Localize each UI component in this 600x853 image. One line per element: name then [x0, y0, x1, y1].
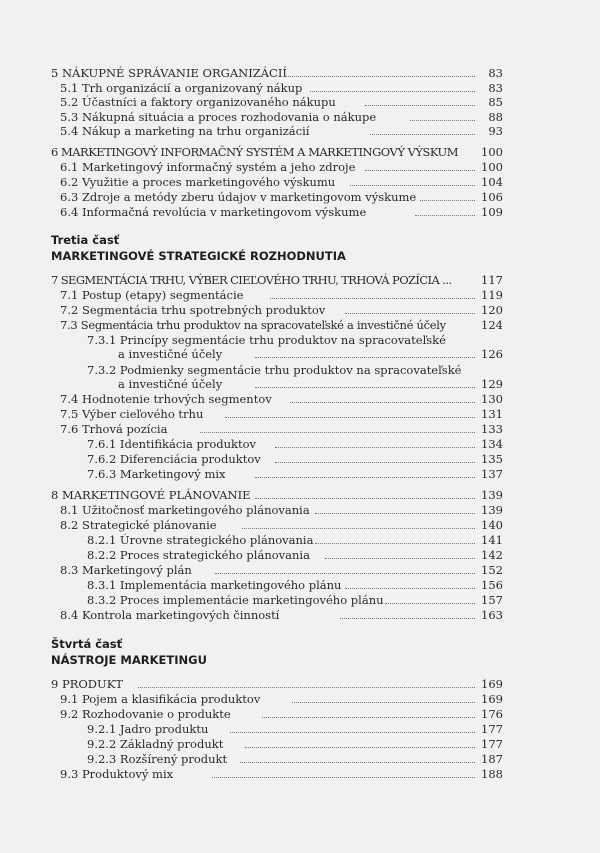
toc-entry-ch9-1[interactable] [0, 691, 600, 707]
leader-dots [345, 588, 475, 589]
toc-entry-page: 109 [481, 205, 503, 219]
leader-dots [325, 558, 475, 559]
leader-dots [230, 732, 475, 733]
toc-entry-ch7-3-1-cont[interactable] [0, 346, 600, 362]
leader-dots [370, 134, 475, 135]
toc-entry-title: 7.6.1 Identifikácia produktov [87, 437, 257, 451]
toc-entry-title: 9.2.1 Jadro produktu [87, 722, 209, 736]
leader-dots [255, 477, 475, 478]
leader-dots [200, 432, 475, 433]
toc-entry-page: 177 [481, 737, 503, 751]
toc-entry-page: 129 [481, 377, 503, 391]
toc-entry-page: 157 [481, 593, 503, 607]
leader-dots [315, 513, 475, 514]
toc-entry-page: 133 [481, 422, 503, 436]
toc-entry-ch5-2[interactable] [0, 94, 600, 110]
toc-entry-title: 7.3 Segmentácia trhu produktov na spracovateľské a investičné účely [60, 318, 446, 332]
leader-dots [270, 298, 475, 299]
toc-entry-ch9-3[interactable] [0, 766, 600, 782]
part-title: MARKETINGOVÉ STRATEGICKÉ ROZHODNUTIA [51, 249, 346, 263]
toc-entry-title: 7.2 Segmentácia trhu spotrebných produktov [60, 303, 326, 317]
leader-dots [410, 120, 475, 121]
toc-entry-title: 6.1 Marketingový informačný systém a jeho zdroje [60, 160, 356, 174]
leader-dots [240, 762, 475, 763]
leader-dots [315, 543, 475, 544]
toc-entry-title: 7.6.2 Diferenciácia produktov [87, 452, 261, 466]
part-title: NÁSTROJE MARKETINGU [51, 653, 207, 667]
toc-entry-ch8-2-1[interactable] [0, 532, 600, 548]
toc-entry-title: 9.2 Rozhodovanie o produkte [60, 707, 231, 721]
toc-entry-ch9-2[interactable] [0, 706, 600, 722]
toc-entry-page: 100 [481, 145, 503, 159]
leader-dots [365, 105, 475, 106]
toc-entry-ch6-2[interactable] [0, 174, 600, 190]
toc-entry-title: 5 NÁKUPNÉ SPRÁVANIE ORGANIZÁCIÍ [51, 66, 287, 80]
toc-entry-page: 169 [481, 692, 503, 706]
leader-dots [255, 387, 475, 388]
toc-entry-page: 142 [481, 548, 503, 562]
toc-entry-title: 7.4 Hodnotenie trhových segmentov [60, 392, 272, 406]
toc-entry-ch7-6[interactable] [0, 421, 600, 437]
toc-entry-title: 8.4 Kontrola marketingových činností [60, 608, 280, 622]
part-label: Tretia časť [51, 233, 120, 247]
toc-entry-page: 156 [481, 578, 503, 592]
toc-entry-page: 141 [481, 533, 503, 547]
toc-entry-ch9-2-1[interactable] [0, 721, 600, 737]
toc-entry-ch7[interactable] [0, 272, 600, 288]
toc-entry-ch8[interactable] [0, 487, 600, 503]
toc-entry-title: 7.6 Trhová pozícia [60, 422, 168, 436]
toc-entry-page: 120 [481, 303, 503, 317]
leader-dots [255, 357, 475, 358]
leader-dots [225, 417, 475, 418]
toc-entry-page: 139 [481, 488, 503, 502]
leader-dots [262, 717, 475, 718]
toc-entry-ch7-5[interactable] [0, 406, 600, 422]
toc-entry-title: 7 SEGMENTÁCIA TRHU, VÝBER CIEĽOVÉHO TRHU, TRHOVÁ POZÍCIA ... [51, 273, 452, 287]
toc-entry-title: 7.1 Postup (etapy) segmentácie [60, 288, 244, 302]
toc-entry-title: 8.2 Strategické plánovanie [60, 518, 217, 532]
toc-entry-page: 163 [481, 608, 503, 622]
toc-entry-ch7-1[interactable] [0, 287, 600, 303]
leader-dots [420, 200, 475, 201]
toc-entry-ch8-2[interactable] [0, 517, 600, 533]
toc-entry-page: 85 [488, 95, 503, 109]
toc-entry-page: 88 [488, 110, 503, 124]
toc-entry-title: 6.3 Zdroje a metódy zberu údajov v marketingovom výskume [60, 190, 417, 204]
leader-dots [345, 313, 475, 314]
toc-entry-ch7-4[interactable] [0, 391, 600, 407]
toc-entry-ch8-1[interactable] [0, 502, 600, 518]
toc-entry-title: 7.3.1 Princípy segmentácie trhu produktov na spracovateľské [87, 333, 446, 347]
toc-entry-title: 9.3 Produktový mix [60, 767, 174, 781]
toc-entry-title: 9.2.2 Základný produkt [87, 737, 224, 751]
toc-entry-page: 119 [481, 288, 503, 302]
toc-entry-page: 169 [481, 677, 503, 691]
leader-dots [350, 185, 475, 186]
leader-dots [275, 447, 475, 448]
toc-entry-title: 6.2 Využitie a proces marketingového výskumu [60, 175, 336, 189]
toc-entry-title: 5.1 Trh organizácií a organizovaný nákup [60, 81, 303, 95]
toc-entry-title-cont: a investičné účely [118, 377, 223, 391]
toc-entry-page: 104 [481, 175, 503, 189]
toc-entry-title-cont: a investičné účely [118, 347, 223, 361]
toc-entry-title: 6.4 Informačná revolúcia v marketingovom výskume [60, 205, 367, 219]
leader-dots [292, 702, 475, 703]
toc-entry-page: 117 [481, 273, 503, 287]
toc-entry-page: 152 [481, 563, 503, 577]
toc-entry-ch8-3[interactable] [0, 562, 600, 578]
toc-entry-ch8-3-1[interactable] [0, 577, 600, 593]
toc-entry-page: 177 [481, 722, 503, 736]
toc-entry-page: 188 [481, 767, 503, 781]
toc-entry-ch9-2-3[interactable] [0, 751, 600, 767]
toc-entry-page: 83 [488, 66, 503, 80]
leader-dots [138, 687, 475, 688]
toc-entry-ch7-6-2[interactable] [0, 451, 600, 467]
toc-entry-title: 9 PRODUKT [51, 677, 123, 691]
toc-entry-title: 8.1 Užitočnosť marketingového plánovania [60, 503, 310, 517]
toc-entry-title: 9.2.3 Rozšírený produkt [87, 752, 228, 766]
toc-entry-page: 106 [481, 190, 503, 204]
toc-entry-ch7-3-2-cont[interactable] [0, 376, 600, 392]
toc-entry-title: 8.2.1 Úrovne strategického plánovania [87, 533, 314, 547]
toc-entry-ch7-6-1[interactable] [0, 436, 600, 452]
toc-entry-page: 134 [481, 437, 503, 451]
leader-dots [283, 76, 475, 77]
leader-dots [310, 91, 475, 92]
toc-entry-ch9[interactable] [0, 676, 600, 692]
toc-entry-title: 7.3.2 Podmienky segmentácie trhu produktov na spracovateľské [87, 363, 462, 377]
toc-entry-page: 124 [481, 318, 503, 332]
toc-entry-ch6-4[interactable] [0, 204, 600, 220]
toc-entry-page: 139 [481, 503, 503, 517]
toc-entry-page: 100 [481, 160, 503, 174]
toc-entry-page: 130 [481, 392, 503, 406]
toc-entry-ch7-2[interactable] [0, 302, 600, 318]
toc-entry-page: 93 [488, 124, 503, 138]
toc-entry-page: 135 [481, 452, 503, 466]
toc-entry-ch6-1[interactable] [0, 159, 600, 175]
toc-entry-title: 5.4 Nákup a marketing na trhu organizácií [60, 124, 310, 138]
leader-dots [255, 498, 475, 499]
toc-entry-ch8-4[interactable] [0, 607, 600, 623]
toc-entry-title: 6 MARKETINGOVÝ INFORMAČNÝ SYSTÉM A MARKETINGOVÝ VÝSKUM [51, 145, 458, 159]
toc-entry-ch8-2-2[interactable] [0, 547, 600, 563]
toc-entry-page: 176 [481, 707, 503, 721]
toc-entry-ch7-6-3[interactable] [0, 466, 600, 482]
toc-entry-ch6[interactable] [0, 144, 600, 160]
toc-entry-title: 7.6.3 Marketingový mix [87, 467, 226, 481]
toc-entry-ch8-3-2[interactable] [0, 592, 600, 608]
toc-entry-title: 8 MARKETINGOVÉ PLÁNOVANIE [51, 488, 251, 502]
leader-dots [215, 573, 475, 574]
toc-entry-page: 187 [481, 752, 503, 766]
part-label: Štvrtá časť [51, 637, 123, 651]
leader-dots [242, 528, 475, 529]
toc-entry-page: 126 [481, 347, 503, 361]
toc-entry-ch5-4[interactable] [0, 123, 600, 139]
toc-entry-page: 140 [481, 518, 503, 532]
toc-entry-title: 7.5 Výber cieľového trhu [60, 407, 204, 421]
toc-entry-ch7-3[interactable] [0, 317, 600, 333]
toc-entry-title: 8.3 Marketingový plán [60, 563, 192, 577]
leader-dots [415, 215, 475, 216]
toc-entry-page: 83 [488, 81, 503, 95]
leader-dots [290, 402, 475, 403]
toc-entry-title: 8.2.2 Proces strategického plánovania [87, 548, 310, 562]
toc-entry-title: 8.3.2 Proces implementácie marketingového plánu [87, 593, 384, 607]
toc-entry-ch6-3[interactable] [0, 189, 600, 205]
toc-entry-title: 5.3 Nákupná situácia a proces rozhodovania o nákupe [60, 110, 377, 124]
toc-entry-page: 131 [481, 407, 503, 421]
toc-entry-page: 137 [481, 467, 503, 481]
leader-dots [385, 603, 475, 604]
toc-entry-title: 8.3.1 Implementácia marketingového plánu [87, 578, 342, 592]
leader-dots [365, 170, 475, 171]
toc-entry-title: 9.1 Pojem a klasifikácia produktov [60, 692, 261, 706]
leader-dots [340, 618, 475, 619]
toc-entry-title: 5.2 Účastníci a faktory organizovaného nákupu [60, 95, 336, 109]
leader-dots [212, 777, 475, 778]
leader-dots [275, 462, 475, 463]
toc-entry-ch5[interactable] [0, 65, 600, 81]
leader-dots [245, 747, 475, 748]
toc-entry-ch9-2-2[interactable] [0, 736, 600, 752]
